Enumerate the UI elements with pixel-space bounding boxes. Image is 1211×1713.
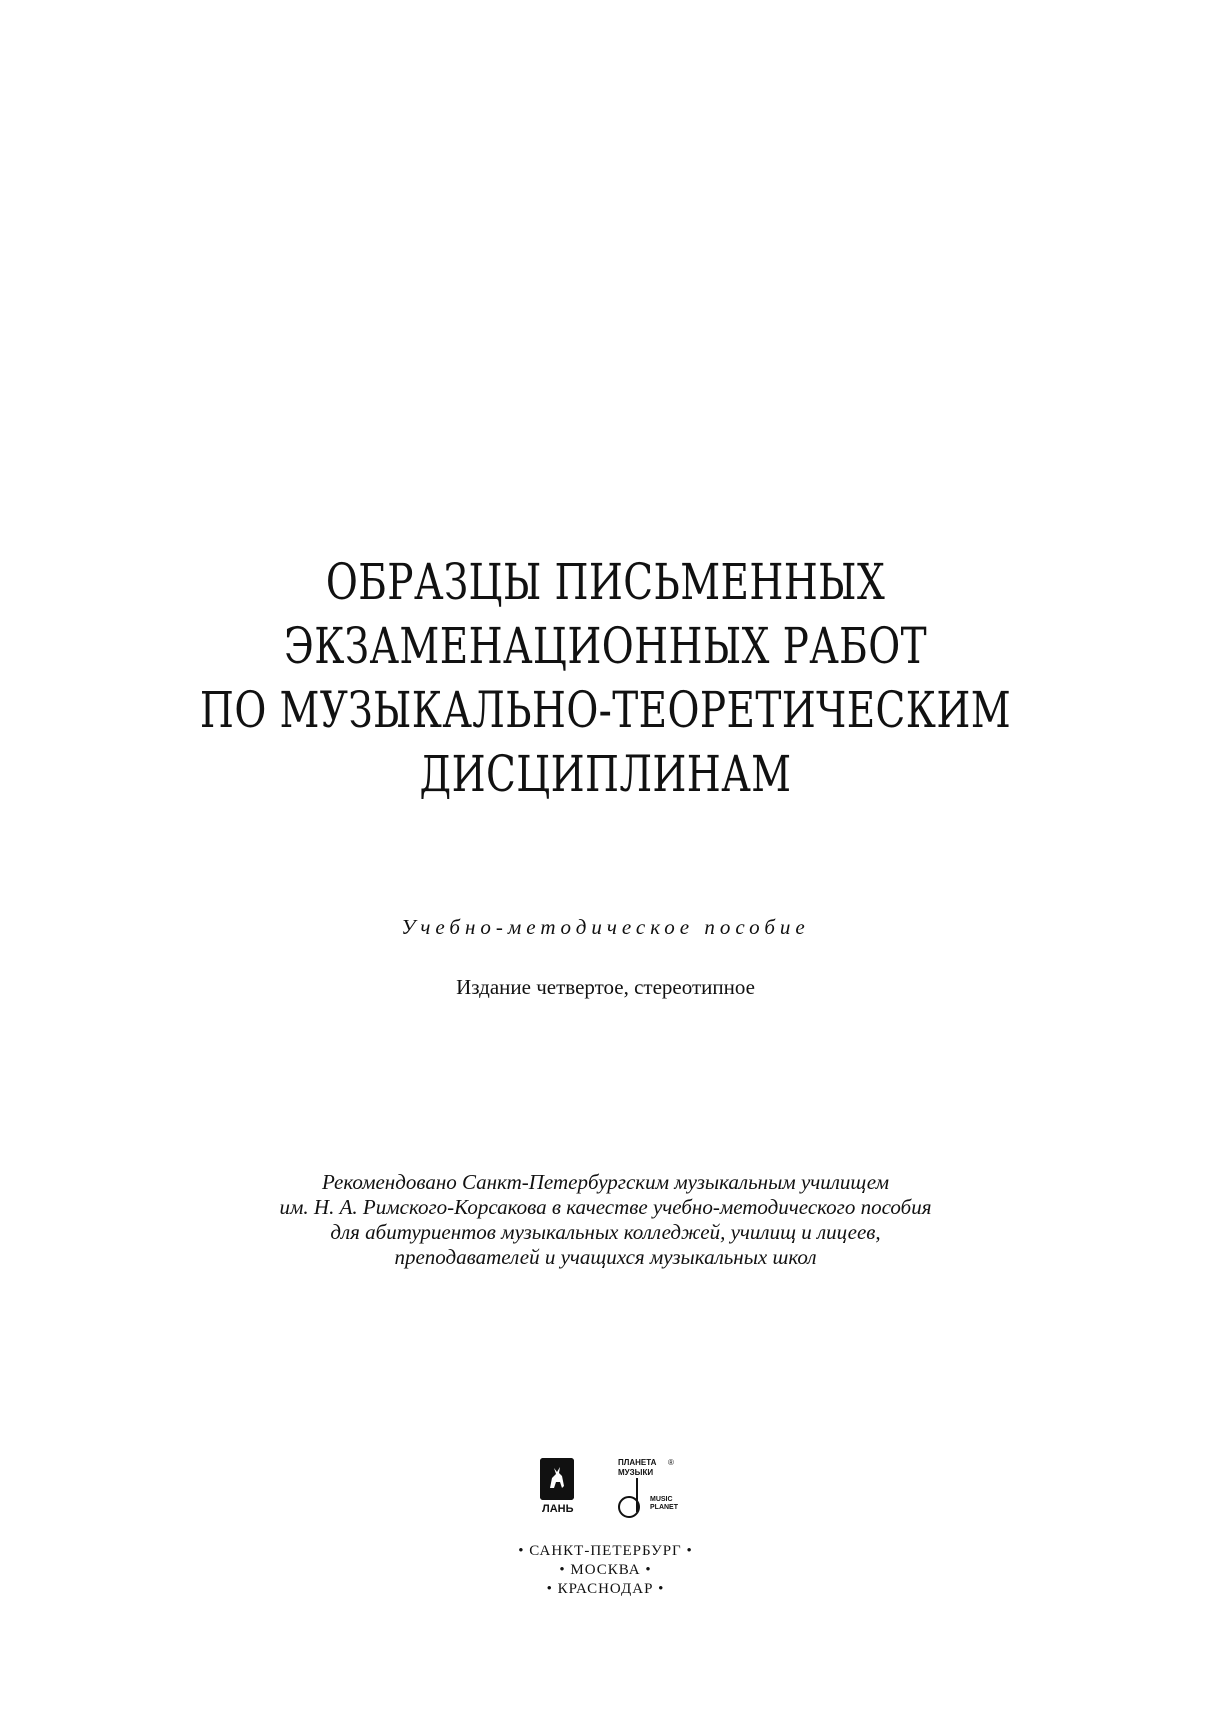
recommendation-text [0,1170,1211,1270]
book-subtitle: Учебно-методическое пособие [401,915,810,939]
publisher-cities [0,1542,1211,1599]
music-planet-logo [618,1458,688,1528]
title-line-2: ЭКЗАМЕНАЦИОННЫХ РАБОТ [284,617,927,675]
recommendation-line-2: им. Н. А. Римского-Корсакова в качестве учебно-методического пособия [279,1195,932,1219]
recommendation-line-4: преподавателей и учащихся музыкальных школ [394,1245,817,1269]
lan-logo [540,1458,580,1520]
publisher-logos [540,1458,700,1538]
music-planet-logo-top-text: ПЛАНЕТА МУЗЫКИ [618,1458,657,1477]
deer-icon [540,1458,574,1500]
title-line-1: ОБРАЗЦЫ ПИСЬМЕННЫХ [325,553,886,611]
edition-note: Издание четвертое, стереотипное [456,975,755,999]
lan-logo-text: ЛАНЬ [542,1503,574,1515]
globe-icon [618,1496,640,1518]
city-3: • КРАСНОДАР • [546,1581,665,1597]
title-line-4: ДИСЦИПЛИНАМ [419,745,792,803]
city-1: • САНКТ-ПЕТЕРБУРГ • [518,1543,693,1559]
registered-mark: ® [668,1458,674,1467]
book-title [0,550,1211,806]
city-2: • МОСКВА • [559,1562,652,1578]
title-line-3: ПО МУЗЫКАЛЬНО-ТЕОРЕТИЧЕСКИМ [199,681,1012,739]
recommendation-line-3: для абитуриентов музыкальных колледжей, училищ и лицеев, [330,1220,881,1244]
recommendation-line-1: Рекомендовано Санкт-Петербургским музыкальным училищем [321,1170,890,1194]
music-planet-logo-bottom-text: MUSIC PLANET [650,1496,678,1511]
